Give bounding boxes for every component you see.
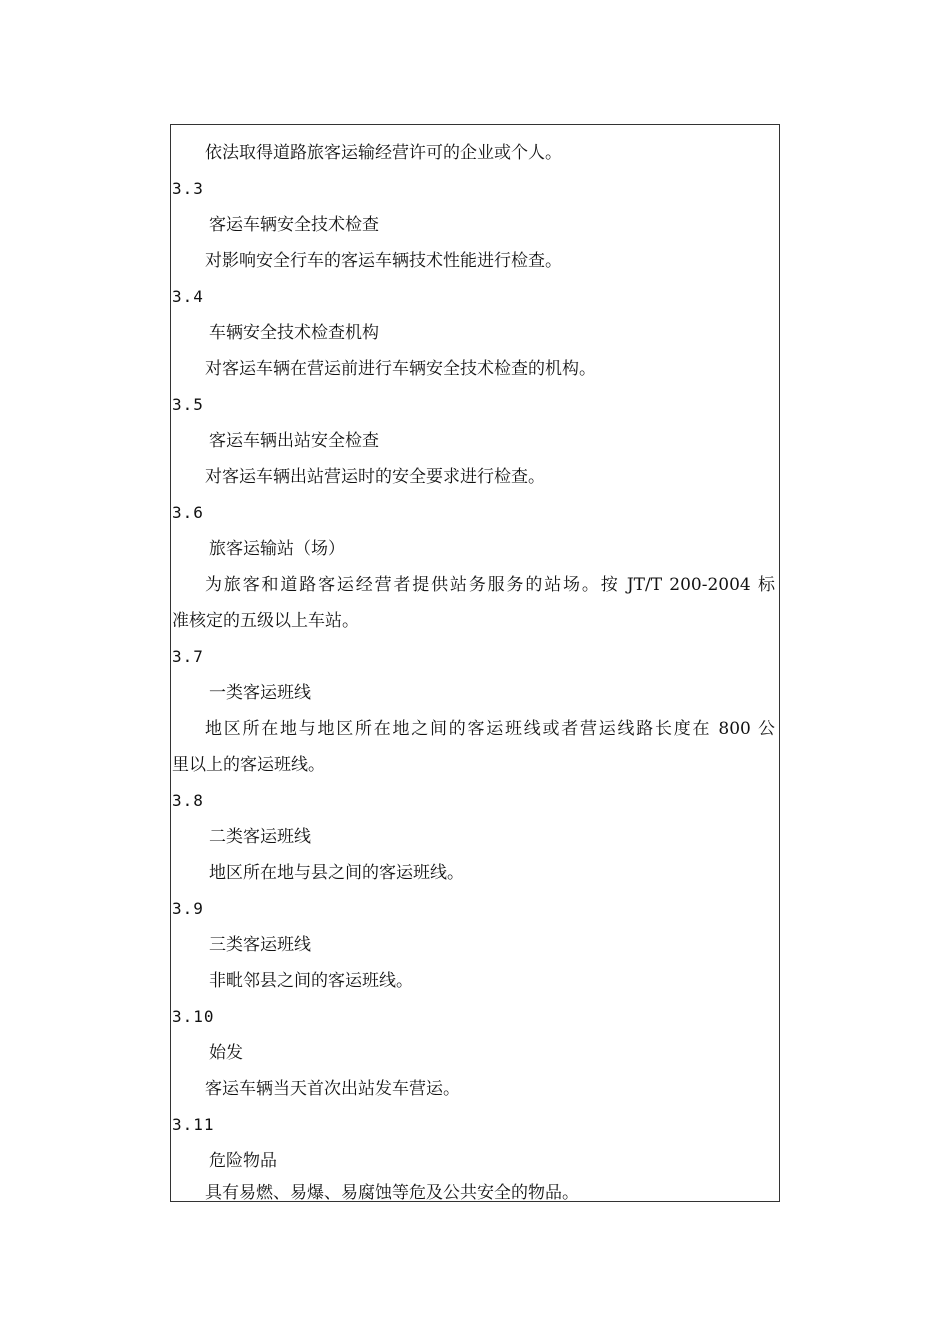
term-heading: 客运车辆出站安全检查 — [209, 431, 379, 451]
term-heading: 旅客运输站（场） — [209, 539, 345, 559]
term-heading: 始发 — [209, 1043, 243, 1063]
definition-text: 准核定的五级以上车站。 — [172, 611, 359, 631]
clause-number: 3.4 — [172, 287, 204, 306]
definition-text: 具有易燃、易爆、易腐蚀等危及公共安全的物品。 — [205, 1183, 579, 1203]
clause-number: 3.9 — [172, 899, 204, 918]
definition-text: 地区所在地与县之间的客运班线。 — [209, 863, 464, 883]
term-heading: 客运车辆安全技术检查 — [209, 215, 379, 235]
definition-text: 对客运车辆出站营运时的安全要求进行检查。 — [205, 467, 545, 487]
definition-text: 依法取得道路旅客运输经营许可的企业或个人。 — [205, 143, 562, 163]
definition-text: 为旅客和道路客运经营者提供站务服务的站场。按 JT/T 200-2004 标 — [205, 575, 775, 595]
clause-number: 3.8 — [172, 791, 204, 810]
clause-number: 3.11 — [172, 1115, 215, 1134]
clause-number: 3.10 — [172, 1007, 215, 1026]
clause-number: 3.5 — [172, 395, 204, 414]
term-heading: 三类客运班线 — [209, 935, 311, 955]
term-heading: 车辆安全技术检查机构 — [209, 323, 379, 343]
term-heading: 危险物品 — [209, 1151, 277, 1171]
definition-text: 地区所在地与地区所在地之间的客运班线或者营运线路长度在 800 公 — [205, 719, 775, 739]
definition-text: 客运车辆当天首次出站发车营运。 — [205, 1079, 460, 1099]
definition-text: 非毗邻县之间的客运班线。 — [209, 971, 413, 991]
definition-text: 里以上的客运班线。 — [172, 755, 325, 775]
term-heading: 二类客运班线 — [209, 827, 311, 847]
clause-number: 3.6 — [172, 503, 204, 522]
definition-text: 对客运车辆在营运前进行车辆安全技术检查的机构。 — [205, 359, 596, 379]
clause-number: 3.3 — [172, 179, 204, 198]
definition-text: 对影响安全行车的客运车辆技术性能进行检查。 — [205, 251, 562, 271]
term-heading: 一类客运班线 — [209, 683, 311, 703]
document-frame — [170, 124, 780, 1202]
clause-number: 3.7 — [172, 647, 204, 666]
